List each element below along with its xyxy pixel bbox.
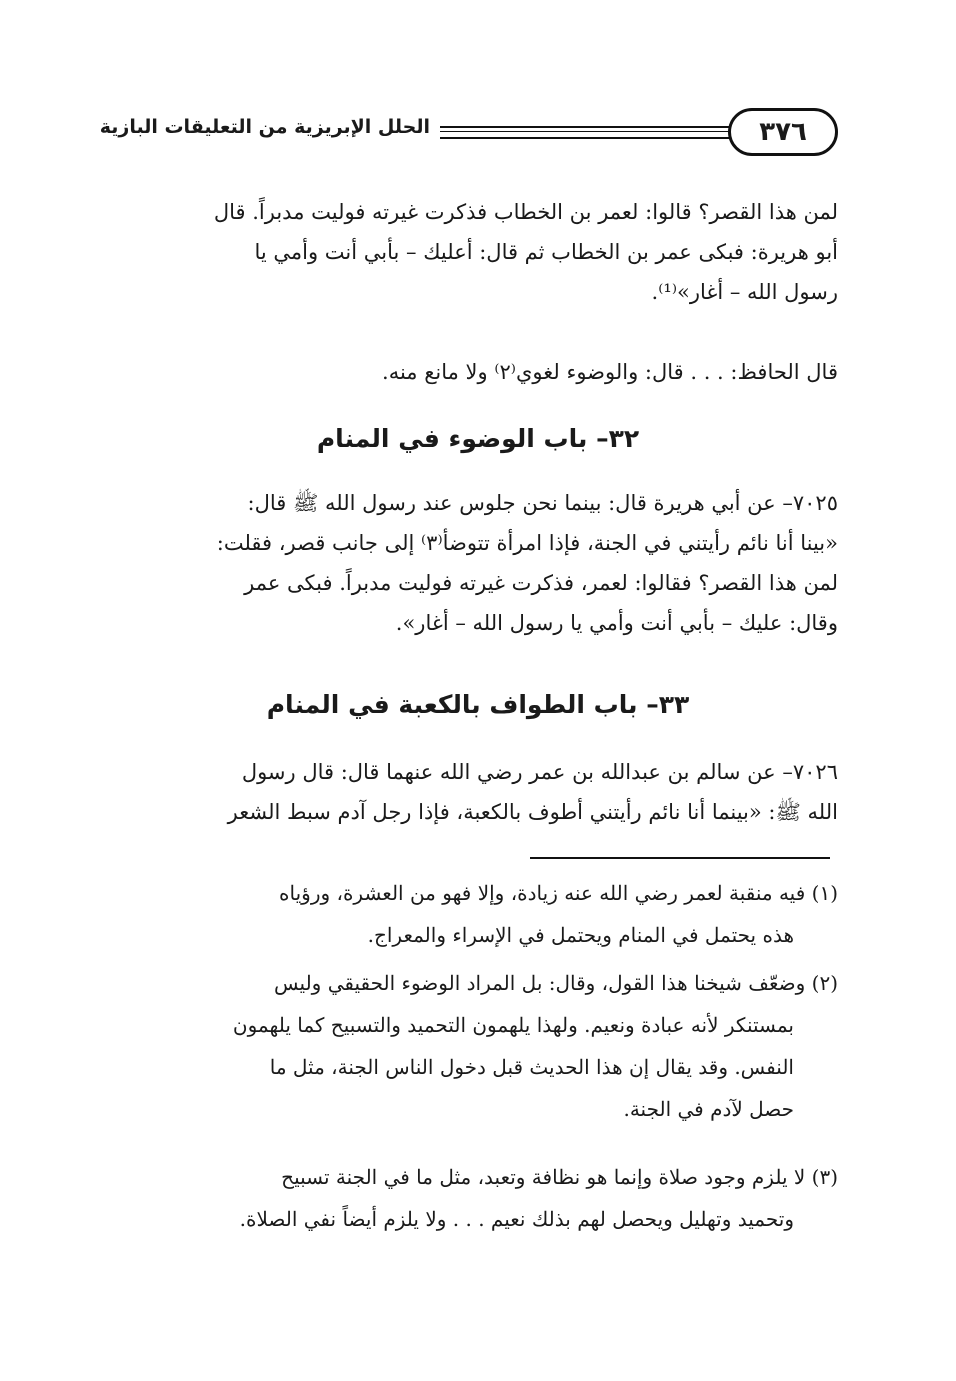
hadith-7026 [118,752,838,832]
page-header [99,108,838,158]
text-line: ٧٠٢٥– عن أبي هريرة قال: بينما نحن جلوس عند رسول الله ﷺ قال: [247,491,838,515]
hadith-7025 [118,483,838,643]
text-line: «بينا أنا نائم رأيتني في الجنة، فإذا امرأة تتوضأ⁽٣⁾ إلى جانب قصر، فقلت: [216,531,838,555]
footnote-line: بمستنكر لأنه عبادة ونعيم. ولهذا يلهمون التحميد والتسبيح كما يلهمون [232,1013,794,1037]
running-title: الحلل الإبريزية من التعليقات البازية [99,116,430,138]
text-line: قال الحافظ: . . . قال: والوضوء لغوي⁽٢⁾ ولا مانع منه. [382,360,838,384]
page-number: ٣٧٦ [728,108,838,156]
footnote-line: هذه يحتمل في المنام ويحتمل في الإسراء والمعراج. [367,923,794,947]
intro-paragraph [118,192,838,312]
footnote-2 [118,962,838,1130]
text-line: أبو هريرة: فبكى عمر بن الخطاب ثم قال: أعليك – بأبي أنت وأمي يا [254,240,838,264]
footnote-separator [530,857,830,859]
text-line: الله ﷺ: «بينما أنا نائم رأيتني أطوف بالكعبة، فإذا رجل آدم سبط الشعر [227,800,838,824]
text-line: ٧٠٢٦– عن سالم بن عبدالله بن عمر رضي الله عنهما قال: قال رسول [241,760,838,784]
footnote-line: النفس. وقد يقال إن هذا الحديث قبل دخول الناس الجنة، مثل ما [269,1055,794,1079]
footnote-line: وتحميد وتهليل ويحصل لهم بذلك نعيم . . . ولا يلزم أيضاً نفي الصلاة. [239,1207,794,1231]
text-line: وقال: عليك – بأبي أنت وأمي يا رسول الله – أغار». [395,611,838,635]
footnote-1 [118,872,838,956]
footnote-3 [118,1156,838,1240]
hafiz-paragraph [118,352,838,392]
footnote-line: (١) فيه منقبة لعمر رضي الله عنه زيادة، وإلا فهو من العشرة، ورؤياه [279,881,838,905]
footnote-line: (٣) لا يلزم وجود صلاة وإنما هو نظافة وتعبد، مثل ما في الجنة تسبيح [281,1165,838,1189]
footnote-line: حصل لآدم في الجنة. [623,1097,794,1121]
text-line: لمن هذا القصر؟ قالوا: لعمر بن الخطاب فذكرت غيرته فوليت مدبراً. قال [213,200,838,224]
header-divider [440,126,730,139]
section-heading-32: ٣٢– باب الوضوء في المنام [316,424,640,453]
section-heading-33: ٣٣– باب الطواف بالكعبة في المنام [266,690,690,719]
text-line: رسول الله – أغار»⁽¹⁾. [651,280,838,304]
footnote-line: (٢) وضعّف شيخنا هذا القول، وقال: بل المراد الوضوء الحقيقي وليس [274,971,838,995]
text-line: لمن هذا القصر؟ فقالوا: لعمر، فذكرت غيرته فوليت مدبراً. فبكى عمر [244,571,838,595]
